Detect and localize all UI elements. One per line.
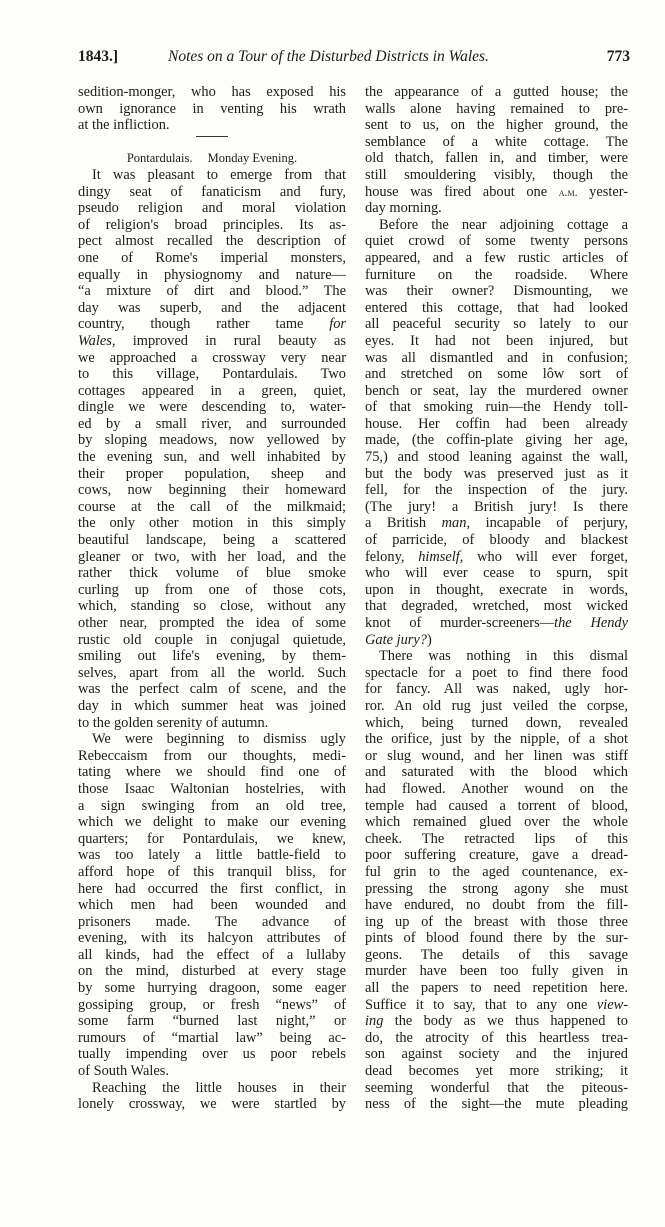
dateline-place: Pontardulais. (126, 151, 193, 166)
text-line: murder have been too fully given in (365, 963, 628, 980)
text-line: still smouldering visibly, though the (365, 166, 628, 183)
paragraph (78, 167, 346, 731)
text-line: pints of blood found there by the sur- (365, 930, 628, 947)
paragraph (78, 84, 346, 134)
text-line: ror. An old rug just veiled the corpse, (365, 697, 628, 714)
paragraph (78, 731, 346, 1079)
text-line: of parricide, of bloody and blackest (365, 532, 628, 549)
italic-text: Gate jury? (365, 631, 427, 648)
text-line: and stretched on some lôw sort of (365, 366, 628, 383)
text-line: cottages appeared in a green, quiet, (78, 382, 346, 399)
text-line: dead becomes yet more striking; it (365, 1063, 628, 1080)
text-line: curling up from one of those cots, (78, 581, 346, 598)
text-line (365, 515, 628, 532)
text-line: for fancy. All was naked, ugly hor- (365, 681, 628, 698)
text-line: we approached a crossway very near (78, 349, 346, 366)
text-line: course at the call of the milkmaid; (78, 498, 346, 515)
text-line: appeared, and a few rustic articles of (365, 249, 628, 266)
text-line: dingy seat of fanaticism and fury, (78, 183, 346, 200)
text-line: fell, for the inspection of the jury. (365, 482, 628, 499)
text-line: There was nothing in this dismal (379, 648, 628, 665)
text-line: was too lately a little battle-field to (78, 847, 346, 864)
text-line: (The jury! a British jury! Is there (365, 498, 628, 515)
text-segment: the body as we thus happened to (383, 1013, 628, 1030)
text-line: by sloping meadows, now yellowed by (78, 432, 346, 449)
text-line: to this village, Pontardulais. Two (78, 366, 346, 383)
text-line: bench or seat, lay the murdered owner (365, 382, 628, 399)
text-line: day was superb, and the adjacent (78, 299, 346, 316)
italic-text: Wales, (78, 332, 116, 349)
small-caps-text: a.m. (558, 184, 578, 199)
text-line: or slug wound, and her linen was stiff (365, 747, 628, 764)
text-line: which remained glued over the whole (365, 814, 628, 831)
text-line: entered this cottage, that had looked (365, 299, 628, 316)
text-line: of South Wales. (78, 1063, 169, 1080)
text-line: sedition-monger, who has exposed his (78, 84, 346, 100)
text-segment: felony, (365, 548, 419, 565)
text-line: semblance of a white cottage. The (365, 133, 628, 150)
text-line: the evening sun, and well inhabited by (78, 449, 346, 466)
text-line: which, being turned down, revealed (365, 714, 628, 731)
text-line: tually impending over us poor rebels (78, 1046, 346, 1063)
text-line: was all dismantled and in confusion; (365, 349, 628, 366)
text-line: those Isaac Waltonian hostelries, with (78, 780, 346, 797)
text-line: was their owner? Dismounting, we (365, 283, 628, 300)
text-line: eyes. It had not been injured, but (365, 332, 628, 349)
text-line: gossiping group, or fresh “news” of (78, 996, 346, 1013)
text-line: which men had been wounded and (78, 897, 346, 914)
text-line: made, (the coffin-plate giving her age, (365, 432, 628, 449)
left-column (78, 84, 346, 1113)
right-column (365, 84, 628, 1113)
text-line: rumours of “martial law” being ac- (78, 1029, 346, 1046)
text-line: seeming wonderful that the piteous- (365, 1079, 628, 1096)
text-line: ful grin to the aged countenance, ex- (365, 863, 628, 880)
header-title: Notes on a Tour of the Disturbed Districts in Wales. (168, 48, 489, 65)
text-line: and saturated with the blood which (365, 764, 628, 781)
text-line (78, 316, 346, 333)
text-line: a sign swinging from an old tree, (78, 797, 346, 814)
section-break (78, 134, 346, 167)
text-line: lonely crossway, we were startled by (78, 1096, 346, 1113)
text-line (78, 333, 346, 350)
text-line: prisoners made. The advance of (78, 913, 346, 930)
text-line: some farm “burned last night,” or (78, 1013, 346, 1030)
text-line: It was pleasant to emerge from that (92, 166, 346, 183)
text-line: have endured, no doubt from the fill- (365, 897, 628, 914)
text-line: pressing the strong agony she must (365, 880, 628, 897)
text-line: which, standing so close, without any (78, 598, 346, 615)
text-line: quiet crowd of some twenty persons (365, 233, 628, 250)
text-line: but the body was preserved just as it (365, 465, 628, 482)
text-line: all peaceful security so lately to our (365, 316, 628, 333)
text-line: all the papers to need repetition here. (365, 980, 628, 997)
text-line: walls alone having remained to pre- (365, 100, 628, 117)
italic-text: himself, (418, 548, 464, 565)
text-line: the orifice, just by the nipple, of a shot (365, 731, 628, 748)
text-line: sent to us, on the higher ground, the (365, 117, 628, 134)
italic-text: for (329, 316, 346, 333)
text-line: that degraded, wretched, most wicked (365, 598, 628, 615)
text-line: equally in physiognomy and nature— (78, 266, 346, 283)
text-segment: who will ever forget, (463, 548, 628, 565)
text-line: on the mind, disturbed at every stage (78, 963, 346, 980)
paragraph (365, 84, 628, 217)
text-line: “a mixture of dirt and blood.” The (78, 283, 346, 300)
text-line: afford hope of this tranquil bliss, for (78, 863, 346, 880)
paragraph (78, 1080, 346, 1113)
text-line: Before the near adjoining cottage a (379, 216, 628, 233)
text-line: at the infliction. (78, 117, 170, 134)
text-line: other near, prompted the idea of some (78, 615, 346, 631)
text-segment: yester- (577, 183, 628, 200)
text-line: selves, apart from all the world. Such (78, 664, 346, 681)
text-line: day morning. (365, 200, 442, 217)
paragraph (365, 648, 628, 1113)
text-line: upon in thought, execrate in words, (365, 581, 628, 598)
text-line: Rebeccaism from our thoughts, medi- (78, 747, 346, 764)
text-line: own ignorance in venting his wrath (78, 100, 346, 117)
left-opening-text (78, 84, 346, 134)
text-line: all kinds, had the effect of a lullaby (78, 946, 346, 963)
text-line: old thatch, fallen in, and timber, were (365, 150, 628, 167)
right-body-text (365, 84, 628, 1113)
text-line: spectacle for a poet to find there food (365, 664, 628, 681)
text-line: furniture on the roadside. Where (365, 266, 628, 283)
text-line: geons. The details of this savage (365, 946, 628, 963)
text-line: here had occurred the first conflict, in (78, 880, 346, 897)
text-line: evening, with its halcyon attributes of (78, 930, 346, 947)
text-line: pseudo religion and moral violation (78, 200, 346, 217)
text-line (365, 184, 628, 201)
text-line: temple had caused a torrent of blood, (365, 797, 628, 814)
text-line (365, 997, 628, 1014)
text-segment: ) (426, 631, 432, 648)
text-line (365, 632, 628, 649)
text-line: gleaner or two, with her load, and the (78, 548, 346, 565)
text-line: was the perfect calm of scene, and the (78, 681, 346, 698)
text-line: 75,) and stood leaning against the wall, (365, 449, 628, 466)
text-segment: a British (365, 515, 442, 532)
text-line: of religion's broad principles. Its as- (78, 216, 346, 233)
dateline (78, 150, 346, 167)
text-line: their proper population, sheep and (78, 465, 346, 482)
dateline-time: Monday Evening. (207, 151, 298, 166)
text-line: cheek. The retracted lips of this (365, 830, 628, 847)
text-line: ness of the sight—the mute pleading (365, 1096, 628, 1113)
text-line: day in which summer heat was joined (78, 697, 346, 714)
text-segment: Suffice it to say, that to any one (365, 996, 597, 1013)
text-line (365, 615, 628, 632)
section-rule (196, 136, 228, 137)
text-line (365, 1013, 628, 1030)
text-line: poor suffering creature, gave a dread- (365, 847, 628, 864)
text-line: rather thick volume of blue smoke (78, 565, 346, 582)
text-line: beautiful landscape, being a scattered (78, 532, 346, 549)
text-line: the only other motion in this simply (78, 515, 346, 532)
text-segment: country, though rather tame (78, 316, 330, 333)
text-line: We were beginning to dismiss ugly (92, 731, 346, 748)
text-line: house. Her coffin had been already (365, 415, 628, 432)
text-line (365, 549, 628, 566)
text-line: pect almost recalled the description of (78, 233, 346, 250)
text-segment: incapable of perjury, (470, 515, 628, 532)
text-line: which we delight to make our evening (78, 814, 346, 831)
page-number: 773 (606, 48, 630, 65)
italic-text: the Hendy (554, 615, 628, 631)
text-line: of that smoking ruin—the Hendy toll- (365, 399, 628, 416)
text-segment: knot of murder-screeners— (365, 615, 555, 631)
text-segment: house was fired about one (365, 183, 559, 200)
text-line: the appearance of a gutted house; the (365, 84, 628, 100)
text-line: by some hurrying dragoon, some eager (78, 980, 346, 997)
text-line: tating where we should find one of (78, 764, 346, 781)
text-line: who will ever cease to spurn, spit (365, 565, 628, 582)
text-line: one of Rome's imperial monsters, (78, 249, 346, 266)
italic-text: view- (596, 996, 628, 1013)
text-line: ed by a small river, and surrounded (78, 415, 346, 432)
text-line: Reaching the little houses in their (92, 1079, 346, 1096)
text-line: ing up of the breast with those three (365, 913, 628, 930)
text-line: had flowed. Another wound on the (365, 780, 628, 797)
paragraph (365, 217, 628, 648)
italic-text: man, (441, 515, 471, 532)
text-line: smiling out life's evening, by them- (78, 648, 346, 665)
text-line: dingle we were descending to, water- (78, 399, 346, 416)
text-line: son against society and the injured (365, 1046, 628, 1063)
text-line: do, the atrocity of this heartless trea- (365, 1029, 628, 1046)
left-body-text (78, 167, 346, 1113)
text-segment: improved in rural beauty as (115, 332, 346, 349)
text-line: rustic old couple in conjugal quietude, (78, 631, 346, 648)
text-line: quarters; for Pontardulais, we knew, (78, 830, 346, 847)
text-line: cows, now beginning their homeward (78, 482, 346, 499)
running-header (78, 46, 630, 68)
header-year: 1843.] (78, 48, 119, 65)
italic-text: ing (365, 1013, 384, 1030)
text-line: to the golden serenity of autumn. (78, 714, 269, 731)
